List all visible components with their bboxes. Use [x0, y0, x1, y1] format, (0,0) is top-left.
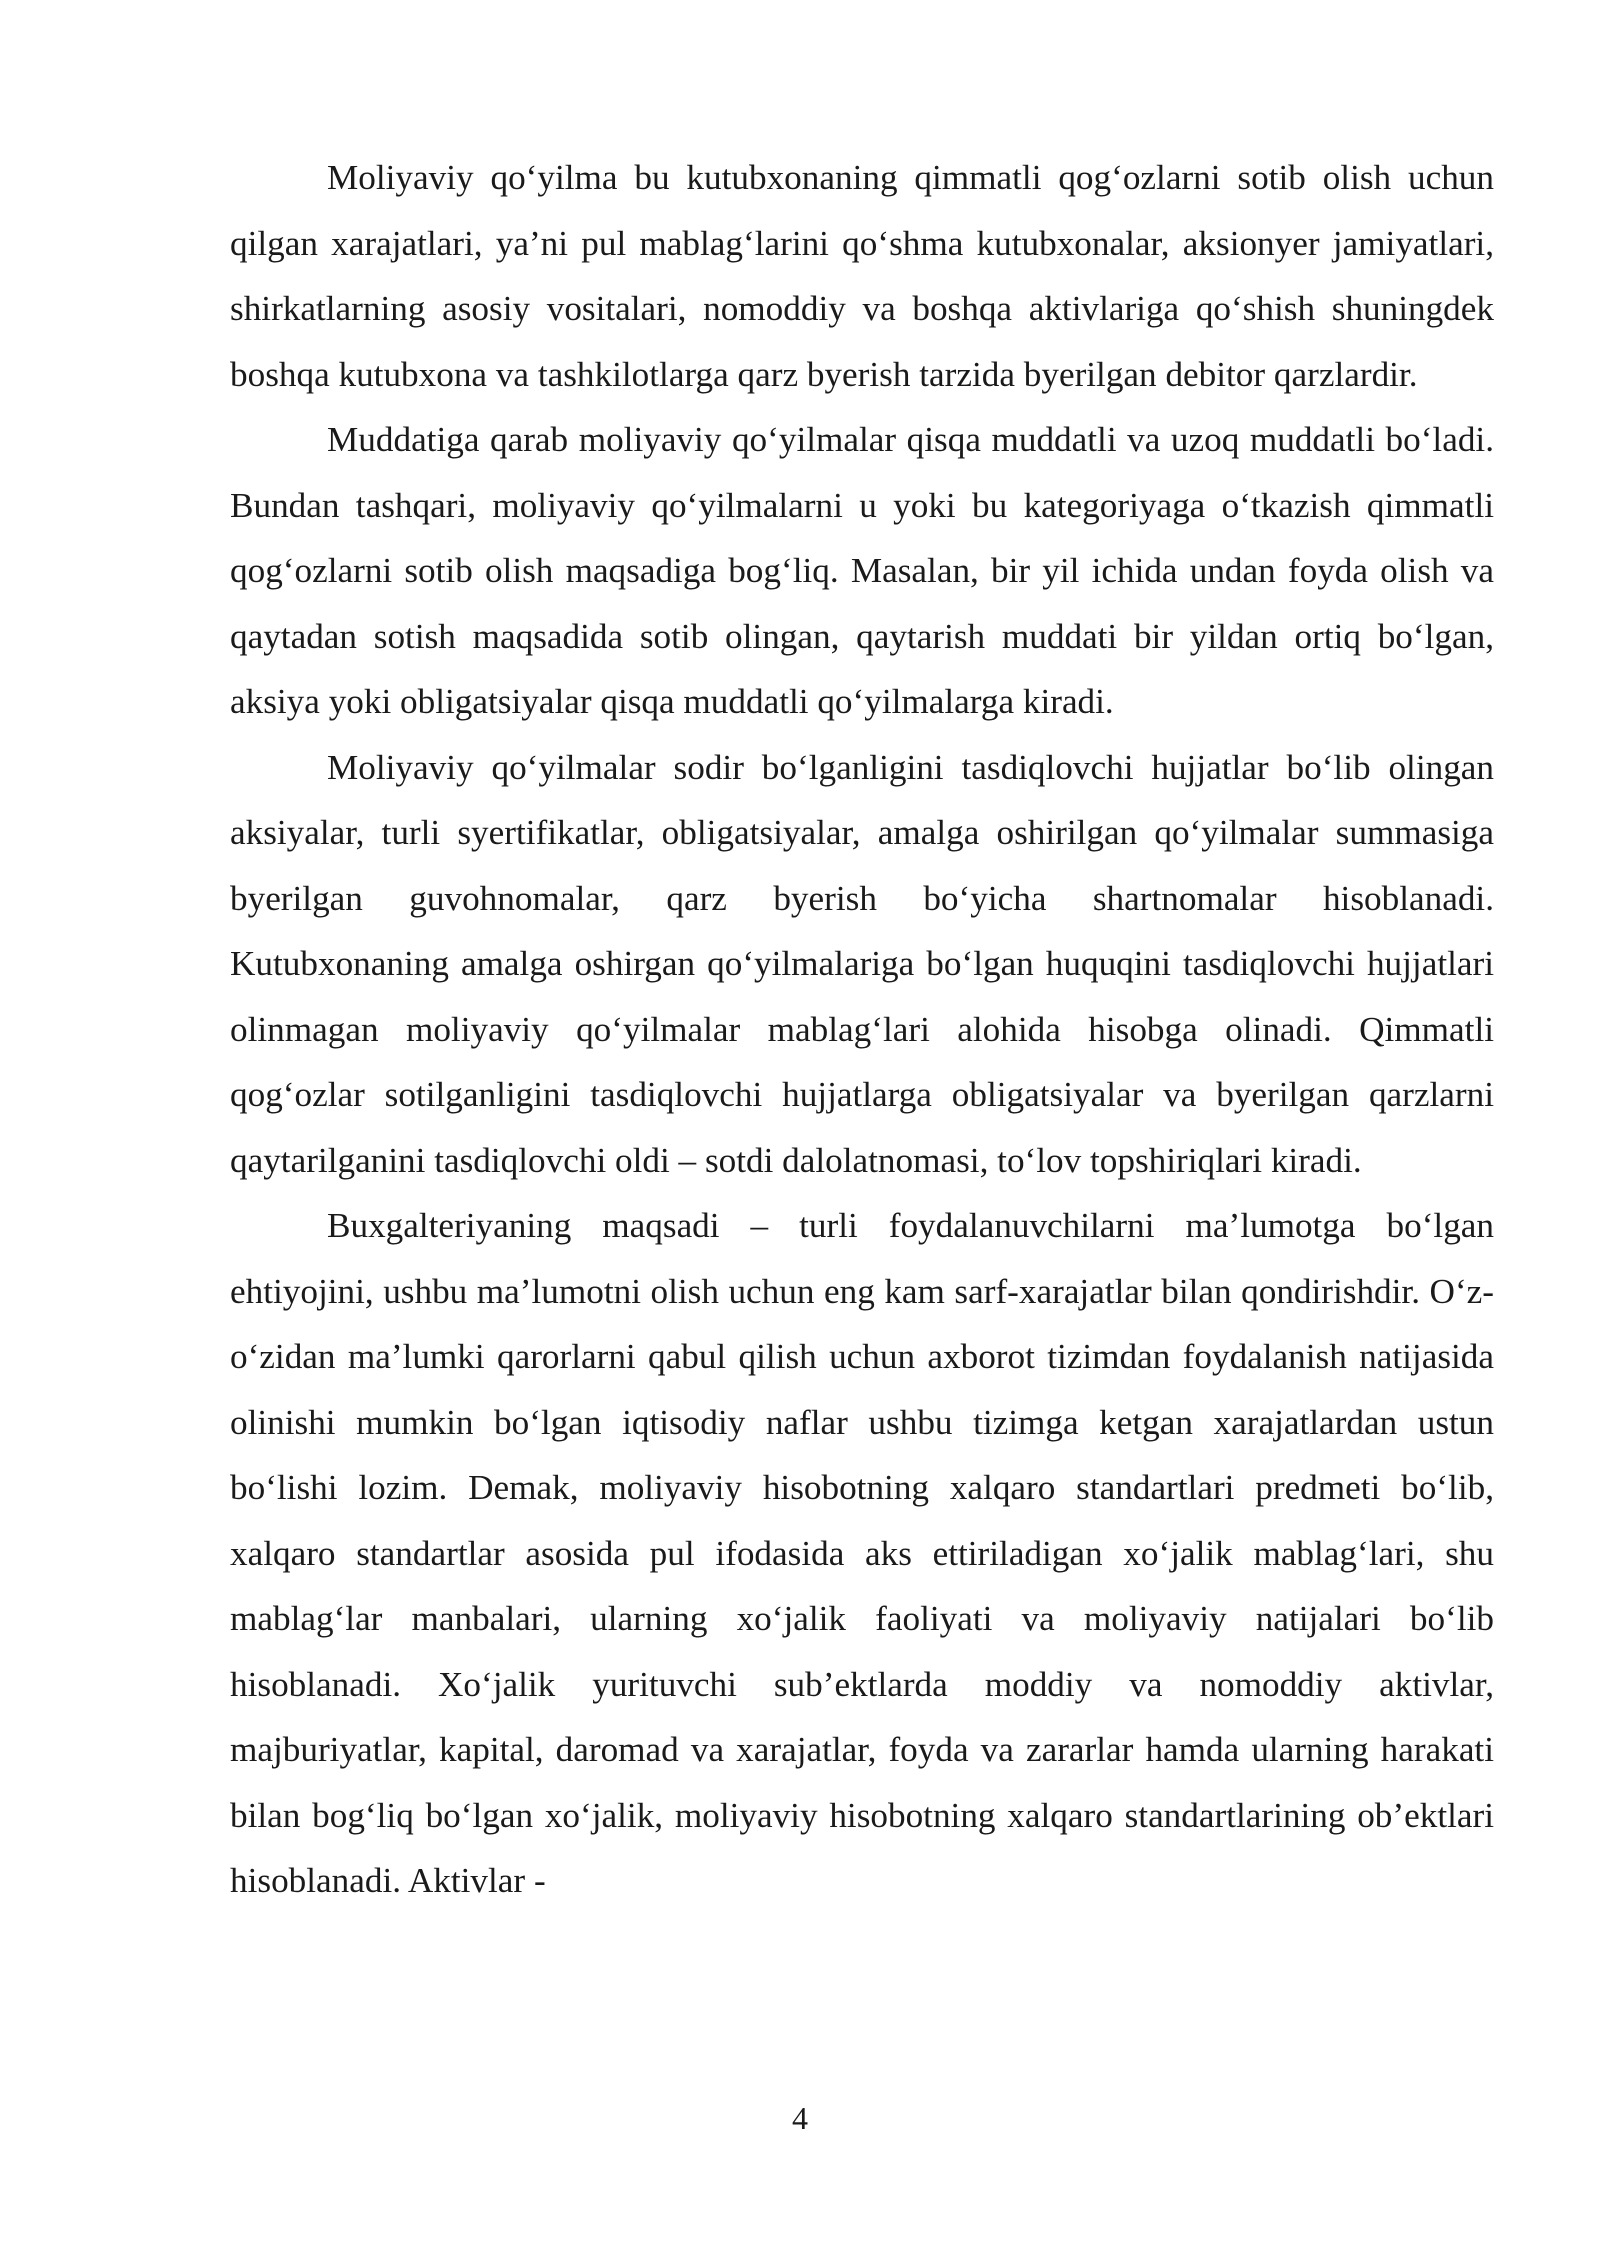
- paragraph-3: Moliyaviy qo‘yilmalar sodir bo‘lganligini tasdiqlovchi hujjatlar bo‘lib olingan aksiyalar, turli syertifikatlar, obligatsiyalar, amalga oshirilgan qo‘yilmalar summasiga byerilgan guvohnomalar, qarz byerish bo‘yicha shartnomalar hisoblanadi. Kutubxonaning amalga oshirgan qo‘yilmalariga bo‘lgan huquqini tasdiqlovchi hujjatlari olinmagan moliyaviy qo‘yilmalar mablag‘lari alohida hisobga olinadi. Qimmatli qog‘ozlar sotilganligini tasdiqlovchi hujjatlarga obligatsiyalar va byerilgan qarzlarni qaytarilganini tasdiqlovchi oldi – sotdi dalolatnomasi, to‘lov topshiriqlari kiradi.: [230, 747, 1494, 1180]
- paragraph-1: Moliyaviy qo‘yilma bu kutubxonaning qimmatli qog‘ozlarni sotib olish uchun qilgan xarajatlari, ya’ni pul mablag‘larini qo‘shma kutubxonalar, aksionyer jamiyatlari, shirkatlarning asosiy vositalari, nomoddiy va boshqa aktivlariga qo‘shish shuningdek boshqa kutubxona va tashkilotlarga qarz byerish tarzida byerilgan debitor qarzlardir.: [230, 158, 1494, 394]
- page-body: [230, 145, 1494, 1914]
- paragraph-2: Muddatiga qarab moliyaviy qo‘yilmalar qisqa muddatli va uzoq muddatli bo‘ladi. Bundan tashqari, moliyaviy qo‘yilmalarni u yoki bu kategoriyaga o‘tkazish qimmatli qog‘ozlarni sotib olish maqsadiga bog‘liq. Masalan, bir yil ichida undan foyda olish va qaytadan sotish maqsadida sotib olingan, qaytarish muddati bir yildan ortiq bo‘lgan, aksiya yoki obligatsiyalar qisqa muddatli qo‘yilmalarga kiradi.: [230, 420, 1494, 721]
- paragraph-4: Buxgalteriyaning maqsadi – turli foydalanuvchilarni ma’lumotga bo‘lgan ehtiyojini, ushbu ma’lumotni olish uchun eng kam sarf-xarajatlar bilan qondirishdir. O‘z-o‘zidan ma’lumki qarorlarni qabul qilish uchun axborot tizimdan foydalanish natijasida olinishi mumkin bo‘lgan iqtisodiy naflar ushbu tizimga ketgan xarajatlardan ustun bo‘lishi lozim. Demak, moliyaviy hisobotning xalqaro standartlari predmeti bo‘lib, xalqaro standartlar asosida pul ifodasida aks ettiriladigan xo‘jalik mablag‘lari, shu mablag‘lar manbalari, ularning xo‘jalik faoliyati va moliyaviy natijalari bo‘lib hisoblanadi. Xo‘jalik yurituvchi sub’ektlarda moddiy va nomoddiy aktivlar, majburiyatlar, kapital, daromad va xarajatlar, foyda va zararlar hamda ularning harakati bilan bog‘liq bo‘lgan xo‘jalik, moliyaviy hisobotning xalqaro standartlarining ob’ektlari hisoblanadi. Aktivlar -: [230, 1206, 1494, 1900]
- page-number: 4: [792, 2100, 808, 2136]
